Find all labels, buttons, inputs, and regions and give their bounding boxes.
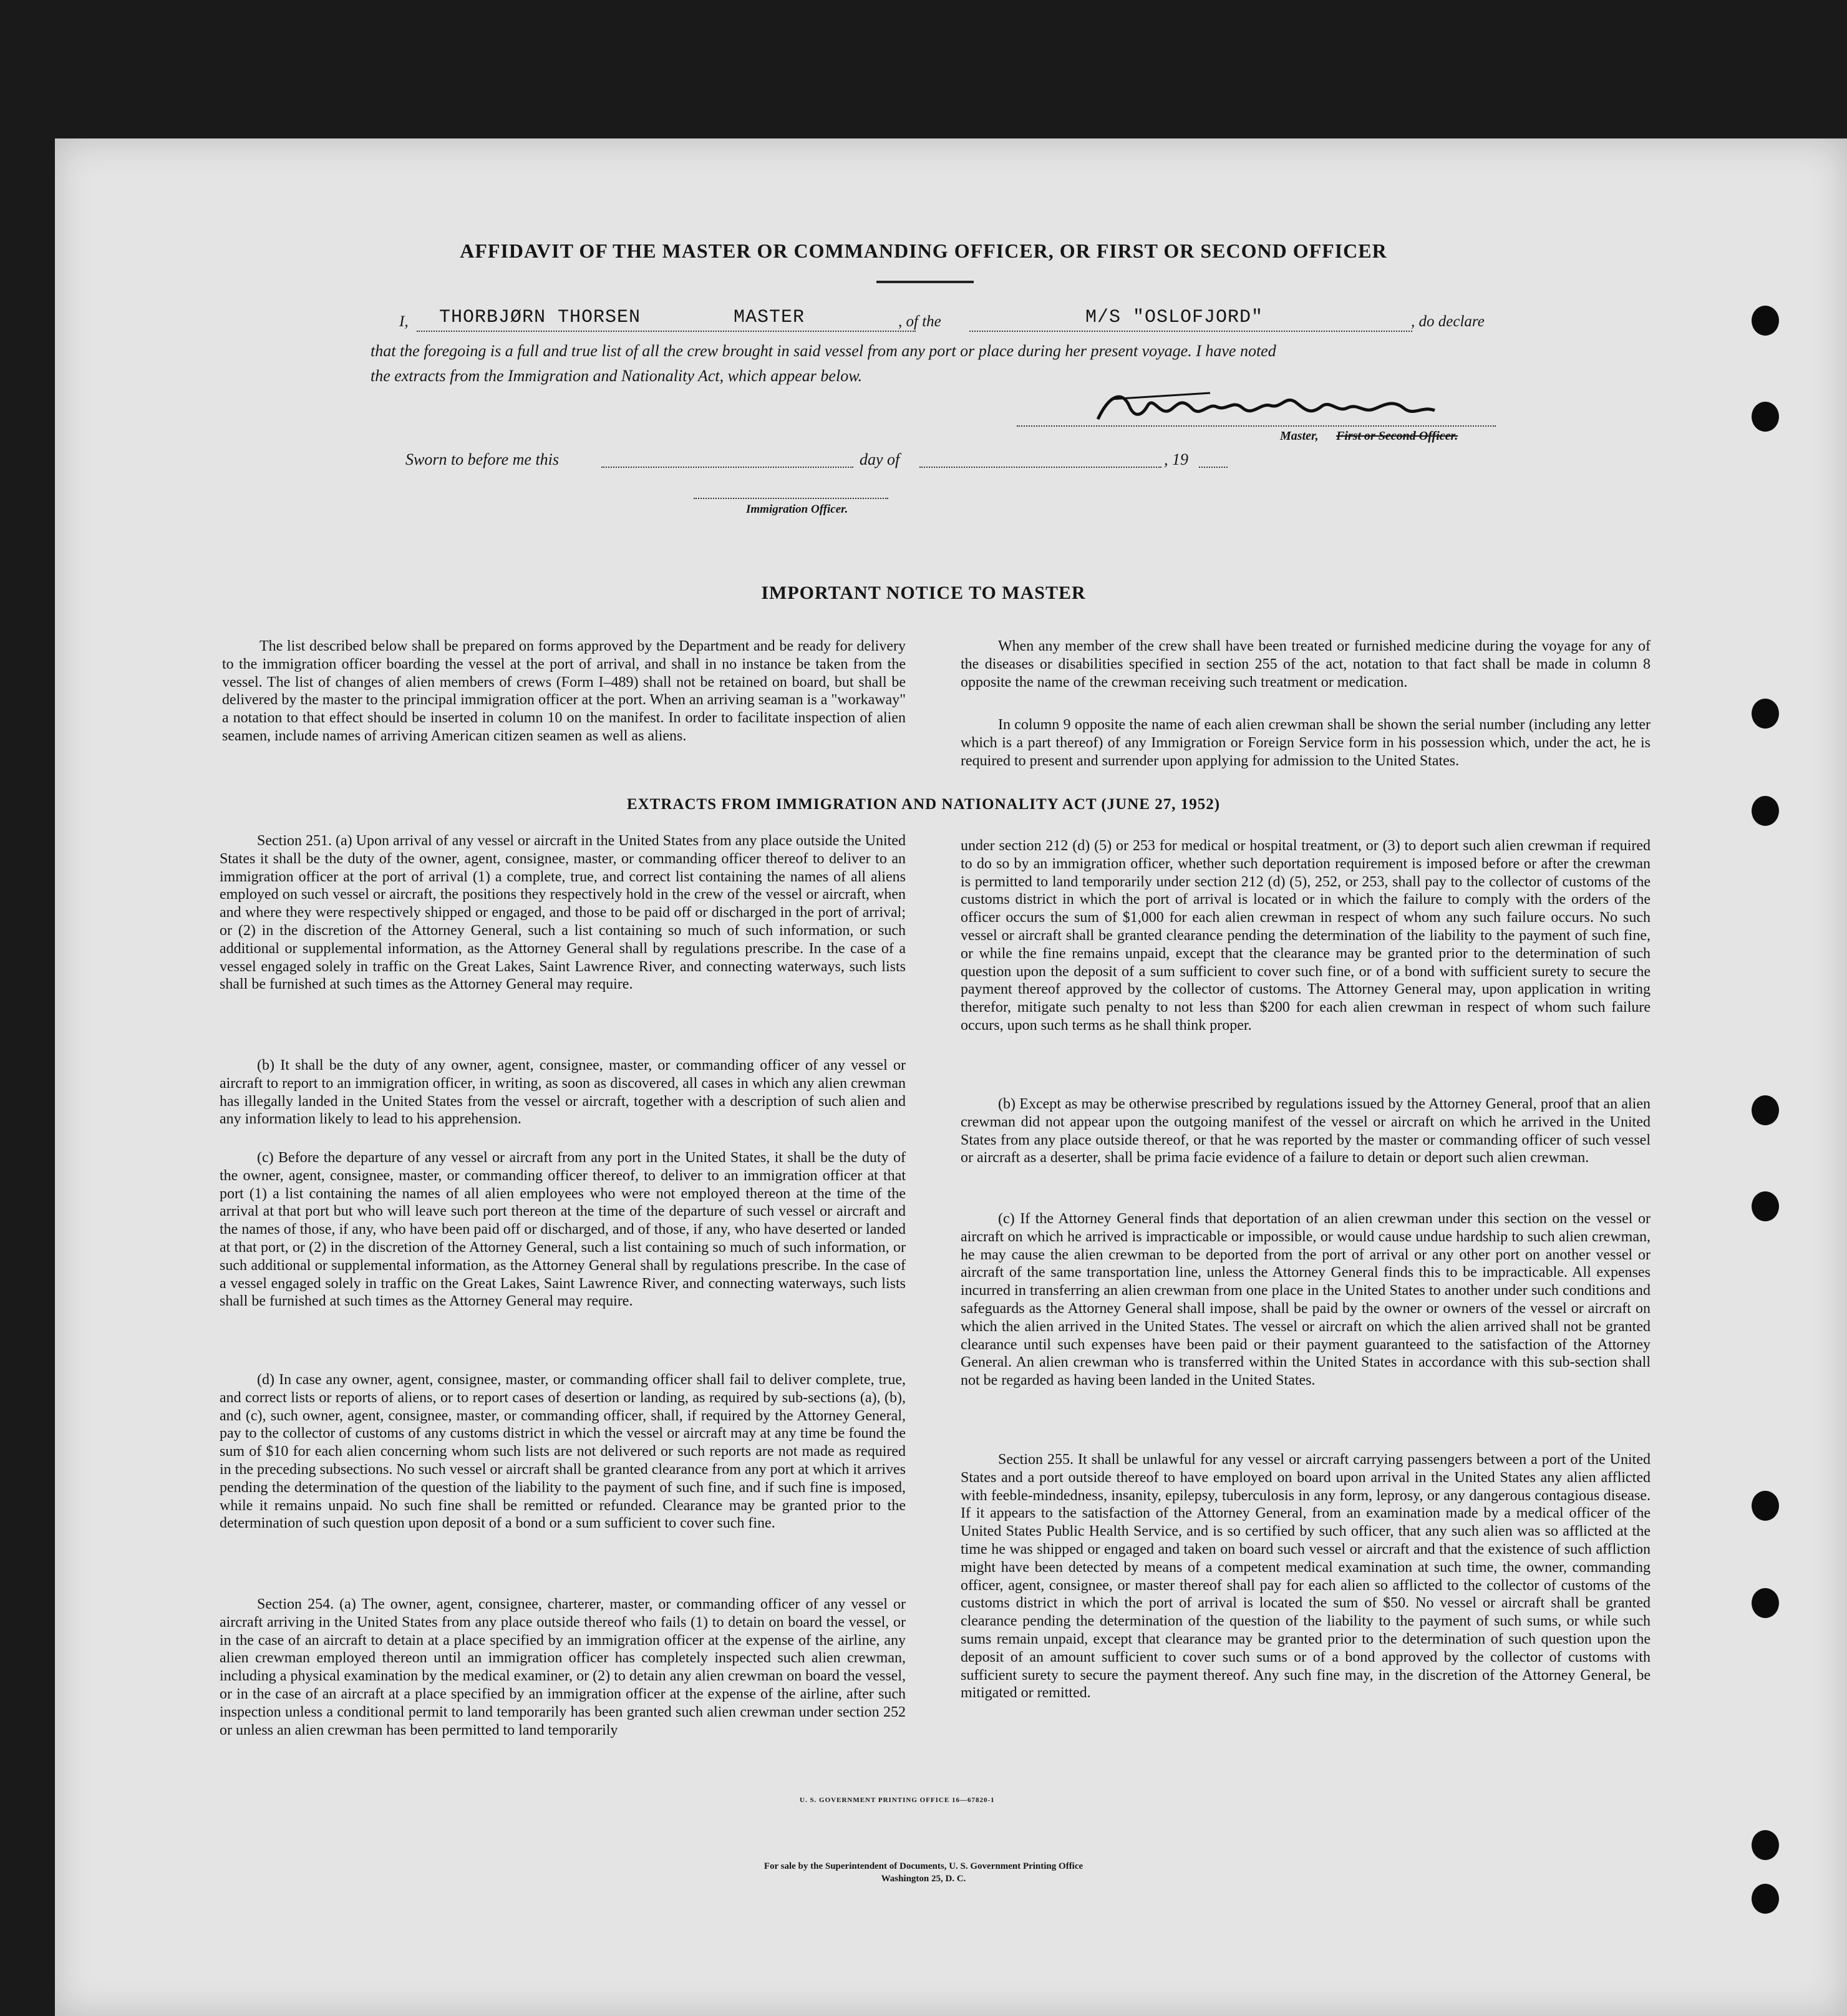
statement-line-1: that the foregoing is a full and true list of all the crew brought in said vessel from any port or place during her present voyage. I have noted bbox=[371, 342, 1276, 360]
notice-right-paragraph-1: When any member of the crew shall have been treated or furnished medicine during the voyage for any of the diseases or disabilities specified in section 255 of the act, notation to that fact shall be made in column 8 opposite the name of the crewman receiving such treatment or medication. bbox=[961, 638, 1651, 691]
sworn-label: Sworn to before me this bbox=[405, 450, 560, 468]
section-254-a-cont: under section 212 (d) (5) or 253 for medical or hospital treatment, or (3) to deport such alien crewman if required to do so by an immigration officer, whether such deportation requirement is imposed before or after the crewman is permitted to land temporarily under section 212 (d) (5), 252, or 253, shall pay to the collector of customs of the customs district in which the port of arrival is located or in which the failure to comply with the orders of the officer occurs the sum of $1,000 for each alien crewman in respect of whom any such failure occurs. No such vessel or aircraft shall be granted clearance pending the determination of the liability to the payment of such fine, or while the fine remains unpaid, except that the clearance may be granted prior to the determination of such question upon the deposit of a sum sufficient to cover such fine, or of a bond with sufficient surety to secure the payment thereof approved by the collector of customs. The Attorney General may, upon application in writing therefor, mitigate such penalty to not less than $200 for each alien crewman in respect of whom such failure occurs, upon such terms as he shall think proper. bbox=[961, 838, 1651, 1034]
affidavit-title: AFFIDAVIT OF THE MASTER OR COMMANDING OFFICER, OR FIRST OR SECOND OFFICER bbox=[460, 240, 1387, 262]
section-254-a: Section 254. (a) The owner, agent, consignee, charterer, master, or commanding officer of any vessel or aircraft arriving in the United States from any place outside thereof who fails (1) to detain on board the vessel, or in the case of an aircraft to detain at a place specified by an immigration officer at the expense of the airline, any alien crewman employed thereon until an immigration officer has completely inspected such alien crewman, including a physical examination by the medical examiner, or (2) to detain any alien crewman on board the vessel, or in the case of an aircraft at a place specified by an immigration officer at the expense of the airline, after such inspection unless a conditional permit to land temporarily has been granted such alien crewman under section 252 or unless an alien crewman has been permitted to land temporarily bbox=[220, 1596, 906, 1738]
sworn-day-fill bbox=[601, 467, 853, 468]
punch-hole bbox=[1752, 699, 1779, 729]
punch-hole bbox=[1752, 1491, 1779, 1521]
master-name: THORBJØRN THORSEN bbox=[439, 307, 641, 328]
footer-line-2: Washington 25, D. C. bbox=[881, 1874, 966, 1884]
extracts-title: EXTRACTS FROM IMMIGRATION AND NATIONALITY ACT (JUNE 27, 1952) bbox=[626, 796, 1221, 813]
caption-master: Master, bbox=[1280, 429, 1319, 443]
section-254-b: (b) Except as may be otherwise prescribed by regulations issued by the Attorney General, proof that an alien crewman did not appear upon the outgoing manifest of the vessel or aircraft on which he arrived in the United States from any place outside thereof, or that he was reported by the master or commanding officer of such vessel or aircraft as a deserter, shall be prima facie evidence of a failure to detain or deport such alien crewman. bbox=[961, 1096, 1651, 1166]
vessel-name: M/S "OSLOFJORD" bbox=[1085, 307, 1264, 328]
year-fill bbox=[1199, 467, 1228, 468]
vessel-fill-line bbox=[969, 331, 1412, 332]
punch-hole bbox=[1752, 1095, 1779, 1125]
month-fill bbox=[919, 467, 1161, 468]
section-251-a: Section 251. (a) Upon arrival of any vessel or aircraft in the United States from any place outside the United States it shall be the duty of the owner, agent, consignee, master, or commanding officer thereof to deliver to an immigration officer at the port of arrival (1) a complete, true, and correct list containing the names of all aliens employed on such vessel or aircraft, the positions they respectively hold in the crew of the vessel or aircraft, when and where they were respectively shipped or engaged, and those to be paid off or discharged in the port of arrival; or (2) in the discretion of the Attorney General, such a list containing so much of such information, or such additional or supplemental information, as the Attorney General shall by regulations prescribe. In the case of a vessel engaged solely in traffic on the Great Lakes, Saint Lawrence River, and connecting waterways, such lists shall be furnished at such times as the Attorney General may require. bbox=[220, 833, 906, 993]
do-declare-label: , do declare bbox=[1411, 313, 1485, 330]
statement-line-2: the extracts from the Immigration and Nationality Act, which appear below. bbox=[371, 367, 863, 385]
section-255: Section 255. It shall be unlawful for any vessel or aircraft carrying passengers between a port of the United States and a port outside thereof to have employed on board upon arrival in the United States any alien afflicted with feeble-mindedness, insanity, epilepsy, tuberculosis in any form, leprosy, or any dangerous contagious disease. If it appears to the satisfaction of the Attorney General, from an examination made by a medical officer of the United States Public Health Service, and is so certified by such officer, that any such alien was so afflicted at the time he was shipped or engaged and taken on board such vessel or aircraft and that the existence of such affliction might have been detected by means of a competent medical examination at such time, the owner, commanding officer, agent, consignee, or master thereof shall pay for each alien so afflicted to the collector of customs of the customs district in which the port of arrival is located the sum of $50. No vessel or aircraft shall be granted clearance pending the determination of the question of the liability to the payment of such sums, or while such sums remain unpaid, except that clearance may be granted prior to the determination of such question upon the deposit of an amount sufficient to cover such sums or of a bond approved by the collector of customs with sufficient surety to secure the payment thereof. Any such fine may, in the discretion of the Attorney General, be mitigated or remitted. bbox=[961, 1451, 1651, 1702]
master-rank: MASTER bbox=[734, 307, 805, 328]
section-251-d: (d) In case any owner, agent, consignee, master, or commanding officer shall fail to deliver complete, true, and correct lists or reports of aliens, or to report cases of desertion or landing, as required by sub-sections (a), (b), and (c), such owner, agent, consignee, master, or commanding officer, shall, if required by the Attorney General, pay to the collector of customs of any customs district in which the vessel or aircraft may at any time be found the sum of $10 for each alien concerning whom such lists are not delivered or such reports are not made as required in the preceding subsections. No such vessel or aircraft shall be granted clearance from any port at which it arrives pending the determination of the question of the liability to the payment of such fine, and if such fine is imposed, while it remains unpaid. No such fine shall be remitted or refunded. Clearance may be granted prior to the determination of such question upon deposit of a bond or a sum sufficient to cover such fine. bbox=[220, 1372, 906, 1532]
officer-sign-line bbox=[694, 498, 888, 499]
notice-left-paragraph: The list described below shall be prepared on forms approved by the Department and be ready for delivery to the immigration officer boarding the vessel at the port of arrival, and shall in no instance be taken from the vessel. The list of changes of alien members of crews (Form I–489) shall not be retained on board, but shall be delivered by the master to the principal immigration officer at the port. When an arriving seaman is a "workaway" a notation to that effect should be inserted in column 10 on the manifest. In order to facilitate inspection of alien seamen, include names of arriving American citizen seamen as well as aliens. bbox=[222, 638, 906, 744]
caption-struck: First or Second Officer. bbox=[1336, 429, 1458, 443]
name-fill-line bbox=[417, 331, 916, 332]
punch-hole bbox=[1752, 1588, 1779, 1618]
punch-hole bbox=[1752, 306, 1779, 336]
punch-hole bbox=[1752, 1191, 1779, 1221]
punch-hole bbox=[1752, 1884, 1779, 1914]
notice-right-paragraph-2: In column 9 opposite the name of each alien crewman shall be shown the serial number (including any letter which is a part thereof) of any Immigration or Foreign Service form in his possession which, under the act, he is required to present and surrender upon applying for admission to the United States. bbox=[961, 717, 1651, 769]
punch-hole bbox=[1752, 402, 1779, 432]
master-signature bbox=[1085, 380, 1460, 437]
title-rule bbox=[876, 281, 974, 283]
punch-hole bbox=[1752, 1830, 1779, 1860]
year-prefix: , 19 bbox=[1164, 450, 1188, 468]
declaration-i: I, bbox=[399, 313, 409, 330]
day-of-label: day of bbox=[860, 450, 900, 468]
of-the-label: , of the bbox=[898, 313, 941, 330]
printing-office-code: U. S. GOVERNMENT PRINTING OFFICE 16—67820-1 bbox=[800, 1796, 995, 1804]
signature-line bbox=[1017, 425, 1496, 427]
section-251-b: (b) It shall be the duty of any owner, agent, consignee, master, or commanding officer of any vessel or aircraft to report to an immigration officer, in writing, as soon as discovered, all cases in which any alien crewman has illegally landed in the United States from the vessel or aircraft, together with a description of such alien and any information likely to lead to his apprehension. bbox=[220, 1057, 906, 1128]
footer-line-1: For sale by the Superintendent of Documents, U. S. Government Printing Office bbox=[764, 1861, 1083, 1871]
notice-title: IMPORTANT NOTICE TO MASTER bbox=[761, 583, 1086, 603]
immigration-officer-caption: Immigration Officer. bbox=[746, 503, 848, 516]
section-251-c: (c) Before the departure of any vessel or aircraft from any port in the United States, it shall be the duty of the owner, agent, consignee, master, or commanding officer thereof, to deliver to an immigration officer at that port (1) a list containing the names of all alien employees who were not employed thereon at the time of the arrival at that port but who will leave such port thereon at the time of the departure of such vessel or aircraft and the names of those, if any, who have been paid off or discharged, and of those, if any, who have deserted or landed at that port, or (2) in the discretion of the Attorney General, such a list containing so much of such information, or such additional or supplemental information, as the Attorney General shall by regulations prescribe. In the case of a vessel engaged solely in traffic on the Great Lakes, Saint Lawrence River, and connecting waterways, such lists shall be furnished at such times as the Attorney General may require. bbox=[220, 1150, 906, 1310]
section-254-c: (c) If the Attorney General finds that deportation of an alien crewman under this section on the vessel or aircraft on which he arrived is impracticable or impossible, or would cause undue hardship to such alien crewman, he may cause the alien crewman to be deported from the port of arrival or any other port on another vessel or aircraft of the same transportation line, unless the Attorney General finds this to be impracticable. All expenses incurred in transferring an alien crewman from one place in the United States to another under such conditions and safeguards as the Attorney General shall impose, shall be paid by the owner or owners of the vessel or aircraft on which the alien arrived in the United States. The vessel or aircraft on which the alien arrived shall not be granted clearance until such expenses have been paid or their payment guaranteed to the satisfaction of the Attorney General. An alien crewman who is transferred within the United States in accordance with this sub-section shall not be regarded as having been landed in the United States. bbox=[961, 1211, 1651, 1389]
